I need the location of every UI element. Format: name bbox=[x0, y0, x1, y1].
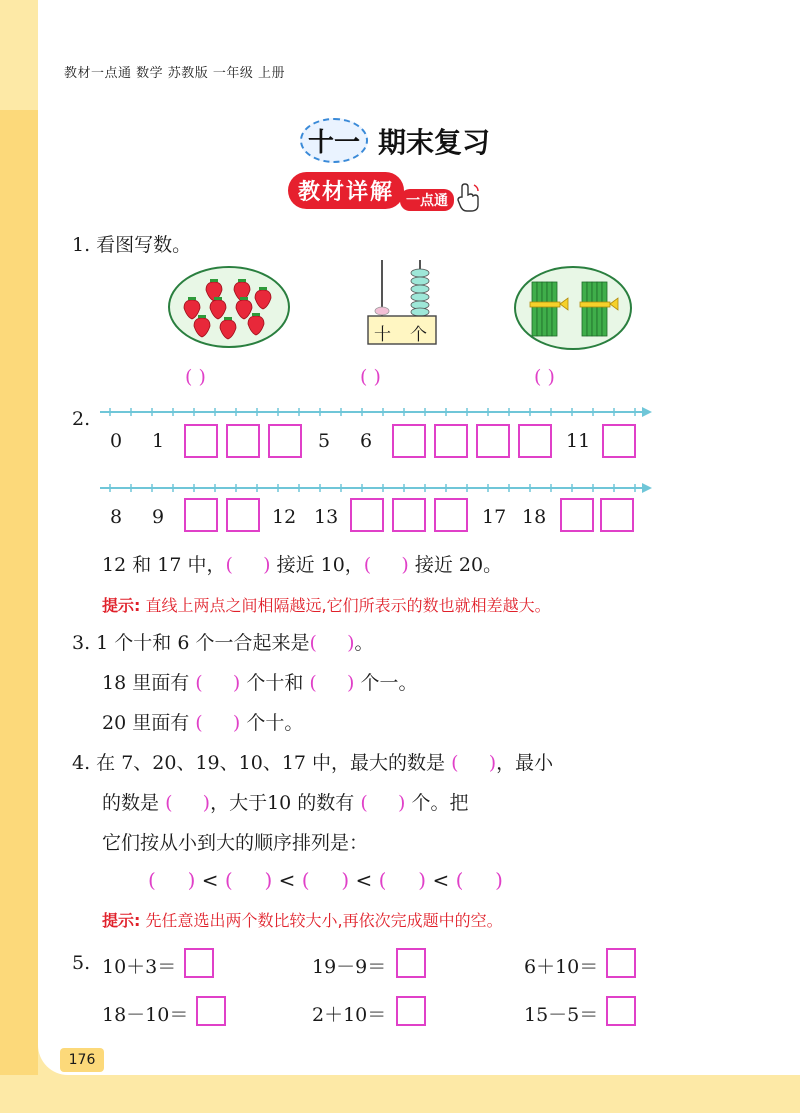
q2-blank-20[interactable]: ( ) bbox=[363, 554, 409, 576]
nl1-5: 5 bbox=[318, 430, 331, 452]
q5-answer-box[interactable] bbox=[396, 996, 426, 1026]
less-than-sign: < bbox=[432, 868, 450, 892]
q3-blank-4[interactable]: ( ) bbox=[195, 712, 241, 734]
q4-order-blank[interactable]: ( ) bbox=[455, 868, 503, 892]
nl1-box[interactable] bbox=[392, 424, 426, 458]
abacus-ones-label: 个 bbox=[410, 325, 427, 345]
q4-order-blank[interactable]: ( ) bbox=[301, 868, 350, 892]
running-header: 教材一点通 数学 苏教版 一年级 上册 bbox=[64, 66, 286, 81]
q1-answer-bundles[interactable]: ( ) bbox=[534, 366, 555, 388]
nl1-box[interactable] bbox=[602, 424, 636, 458]
q4-order-blank[interactable]: ( ) bbox=[148, 868, 196, 892]
q4-line2 bbox=[102, 788, 468, 815]
q5-answer-box[interactable] bbox=[606, 948, 636, 978]
q2-sentence-b: 接近 10， bbox=[276, 554, 364, 576]
q4-line2-a: 的数是 bbox=[102, 792, 160, 814]
less-than-sign: < bbox=[355, 868, 373, 892]
pointing-hand-icon bbox=[456, 183, 482, 213]
nl1-6: 6 bbox=[360, 430, 373, 452]
q5-eq-4: 18－10＝ bbox=[102, 1004, 189, 1026]
nl1-box[interactable] bbox=[268, 424, 302, 458]
abacus-tens-label: 十 bbox=[374, 325, 391, 345]
q4-line3: 它们按从小到大的顺序排列是： bbox=[102, 832, 369, 854]
chapter-number: 十一 bbox=[300, 118, 368, 163]
q4-blank-min[interactable]: ( ) bbox=[165, 792, 211, 814]
chapter-title bbox=[300, 118, 490, 163]
nl2-box[interactable] bbox=[226, 498, 260, 532]
less-than-sign: < bbox=[201, 868, 219, 892]
q3-line3-b: 个十。 bbox=[246, 712, 304, 734]
q5-answer-box[interactable] bbox=[184, 948, 214, 978]
q4-order-blank[interactable]: ( ) bbox=[224, 868, 273, 892]
q4-blank-count[interactable]: ( ) bbox=[360, 792, 406, 814]
q5-eq-6: 15－5＝ bbox=[524, 1004, 599, 1026]
q5-answer-box[interactable] bbox=[606, 996, 636, 1026]
nl2-8: 8 bbox=[110, 506, 123, 528]
q4-order-row bbox=[148, 868, 503, 892]
q2-blank-10[interactable]: ( ) bbox=[225, 554, 271, 576]
q2-hint-text: 直线上两点之间相隔越远,它们所表示的数也就相差越大。 bbox=[145, 596, 551, 615]
q4-blank-max[interactable]: ( ) bbox=[451, 752, 497, 774]
q4-hint-text: 先任意选出两个数比较大小,再依次完成题中的空。 bbox=[145, 911, 503, 930]
q3-line1-a: 3. 1 个十和 6 个一合起来是 bbox=[72, 632, 310, 654]
q2-hint-label: 提示: bbox=[102, 596, 141, 615]
nl2-13: 13 bbox=[314, 506, 339, 528]
nl1-box[interactable] bbox=[434, 424, 468, 458]
nl1-1: 1 bbox=[152, 430, 165, 452]
nl1-box[interactable] bbox=[518, 424, 552, 458]
nl1-box[interactable] bbox=[226, 424, 260, 458]
nl2-box[interactable] bbox=[350, 498, 384, 532]
q5-answer-box[interactable] bbox=[196, 996, 226, 1026]
badge-main: 教材详解 bbox=[288, 172, 404, 209]
nl2-box[interactable] bbox=[184, 498, 218, 532]
q3-blank-2[interactable]: ( ) bbox=[195, 672, 241, 694]
q1-answer-strawberry[interactable]: ( ) bbox=[185, 366, 206, 388]
q4-line2-c: 个。把 bbox=[411, 792, 469, 814]
q3-blank-3[interactable]: ( ) bbox=[309, 672, 355, 694]
badge-sub: 一点通 bbox=[400, 189, 454, 211]
nl2-box[interactable] bbox=[434, 498, 468, 532]
q4-line1 bbox=[72, 748, 553, 775]
nl2-17: 17 bbox=[482, 506, 507, 528]
nl1-11: 11 bbox=[566, 430, 591, 452]
q2-label: 2. bbox=[72, 408, 91, 430]
q2-sentence-c: 接近 20。 bbox=[414, 554, 503, 576]
q4-line1-b: ，最小 bbox=[496, 752, 554, 774]
strawberry-picture bbox=[168, 266, 290, 348]
page-number: 176 bbox=[60, 1048, 104, 1072]
q3-line2-a: 18 里面有 bbox=[102, 672, 190, 694]
strawberries-icon bbox=[170, 268, 288, 346]
q2-sentence bbox=[102, 550, 502, 577]
q4-hint bbox=[102, 908, 503, 931]
q5-eq-3: 6＋10＝ bbox=[524, 956, 599, 978]
nl2-box[interactable] bbox=[560, 498, 594, 532]
nl2-12: 12 bbox=[272, 506, 297, 528]
nl2-box[interactable] bbox=[600, 498, 634, 532]
q4-line2-b: ，大于10 的数有 bbox=[210, 792, 355, 814]
chapter-name: 期末复习 bbox=[378, 125, 491, 159]
q3-line2 bbox=[102, 668, 418, 695]
nl2-9: 9 bbox=[152, 506, 165, 528]
less-than-sign: < bbox=[278, 868, 296, 892]
q3-line3 bbox=[102, 708, 303, 735]
q1-answer-abacus[interactable]: ( ) bbox=[360, 366, 381, 388]
q3-line1-b: 。 bbox=[354, 632, 374, 654]
nl1-0: 0 bbox=[110, 430, 123, 452]
left-margin-strip bbox=[0, 110, 38, 1113]
q2-sentence-a: 12 和 17 中， bbox=[102, 554, 226, 576]
q5-label: 5. bbox=[72, 952, 91, 974]
q3-line1 bbox=[72, 628, 374, 655]
abacus-picture bbox=[360, 258, 444, 350]
q5-answer-box[interactable] bbox=[396, 948, 426, 978]
q3-line3-a: 20 里面有 bbox=[102, 712, 190, 734]
stick-bundles-icon bbox=[516, 268, 630, 348]
nl1-box[interactable] bbox=[184, 424, 218, 458]
stick-bundles-picture bbox=[514, 266, 632, 350]
section-badge bbox=[288, 172, 482, 209]
nl2-box[interactable] bbox=[392, 498, 426, 532]
q1-label: 1. 看图写数。 bbox=[72, 234, 192, 256]
q5-eq-2: 19－9＝ bbox=[312, 956, 387, 978]
q5-eq-1: 10＋3＝ bbox=[102, 956, 177, 978]
q3-line2-c: 个一。 bbox=[360, 672, 418, 694]
nl2-18: 18 bbox=[522, 506, 547, 528]
q3-blank-1[interactable]: ( ) bbox=[309, 632, 355, 654]
q3-line2-b: 个十和 bbox=[246, 672, 304, 694]
q2-hint bbox=[102, 593, 551, 616]
q4-hint-label: 提示: bbox=[102, 911, 141, 930]
abacus-icon bbox=[360, 258, 444, 350]
q4-line1-a: 4. 在 7、20、19、10、17 中，最大的数是 bbox=[72, 752, 446, 774]
bottom-margin-strip bbox=[0, 1075, 800, 1113]
q5-eq-5: 2＋10＝ bbox=[312, 1004, 387, 1026]
q4-order-blank[interactable]: ( ) bbox=[378, 868, 427, 892]
nl1-box[interactable] bbox=[476, 424, 510, 458]
